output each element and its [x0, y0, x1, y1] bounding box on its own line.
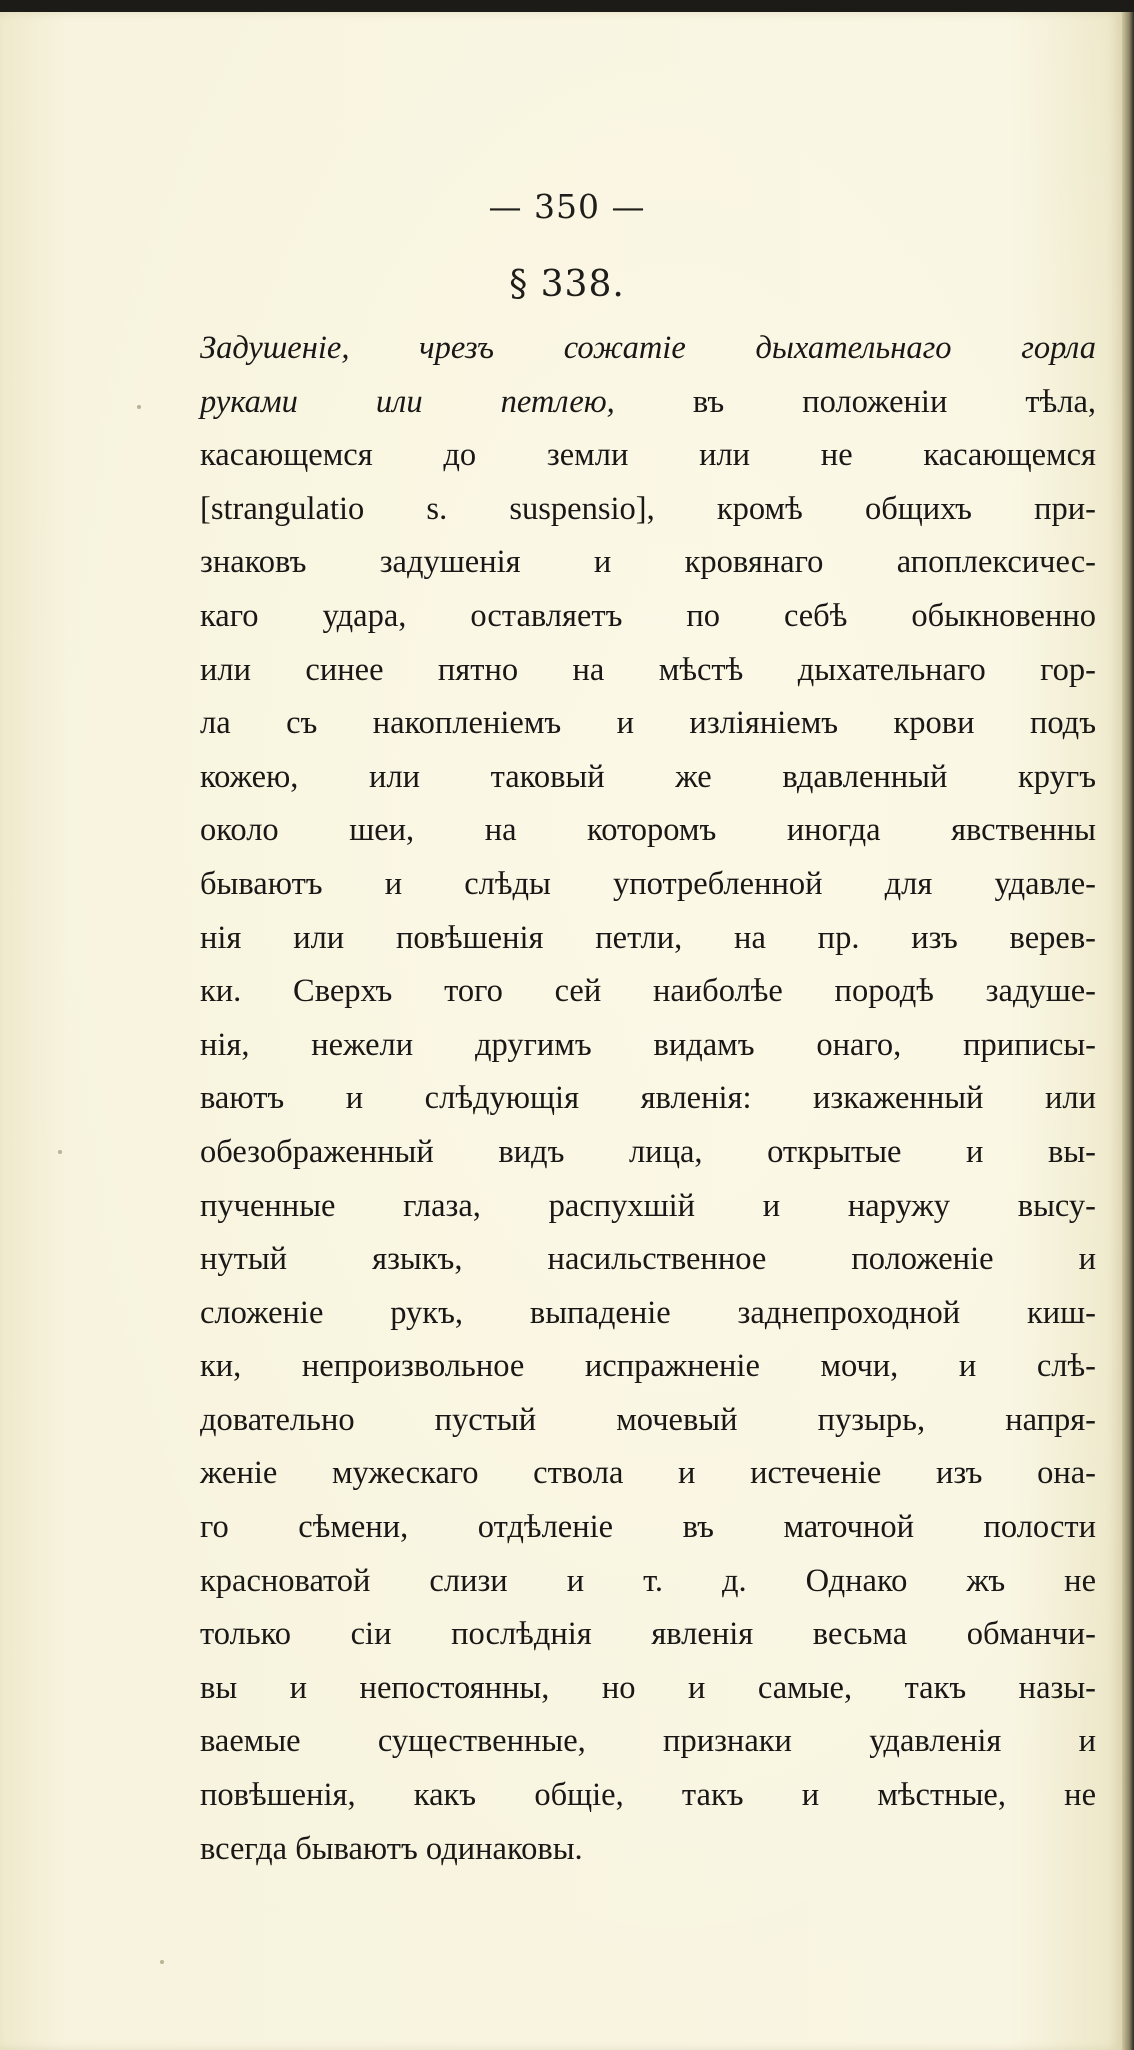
- text-line: го сѣмени, отдѣленіе въ маточной полости: [200, 1509, 1096, 1546]
- text-line: всегда бываютъ одинаковы.: [200, 1830, 583, 1867]
- text-line: ки. Сверхъ того сей наиболѣе породѣ задуше-: [200, 973, 1096, 1010]
- text-line: знаковъ задушенія и кровянаго апоплексичес-: [200, 544, 1096, 581]
- paper-speck: [160, 1960, 164, 1964]
- text-line: только сіи послѣднія явленія весьма обманчи-: [200, 1616, 1096, 1653]
- text-line: красноватой слизи и т. д. Однако жъ не: [200, 1562, 1096, 1599]
- text-line: [200, 376, 1096, 430]
- text-line: ваемые существенные, признаки удавленія и: [200, 1723, 1096, 1760]
- text-line: нутый языкъ, насильственное положеніе и: [200, 1241, 1096, 1278]
- text-line: каго удара, оставляетъ по себѣ обыкновенно: [200, 597, 1096, 634]
- text-line: пученные глаза, распухшій и наружу высу-: [200, 1187, 1096, 1224]
- text-line: вы и непостоянны, но и самые, такъ назы-: [200, 1669, 1096, 1706]
- text-line: кожею, или таковый же вдавленный кругъ: [200, 758, 1096, 795]
- text-line: касающемся до земли или не касающемся: [200, 437, 1096, 474]
- text-line: нія или повѣшенія петли, на пр. изъ верев-: [200, 919, 1096, 956]
- text-line: или синее пятно на мѣстѣ дыхательнаго гор-: [200, 651, 1096, 688]
- italic-phrase: руками или петлею,: [200, 383, 615, 420]
- paper-speck: [58, 1150, 62, 1154]
- text-line: около шеи, на которомъ иногда явственны: [200, 812, 1096, 849]
- text-line: нія, нежели другимъ видамъ онаго, приписы-: [200, 1026, 1096, 1063]
- section-heading: § 338.: [509, 264, 625, 305]
- text-line: ла съ накопленіемъ и изліяніемъ крови подъ: [200, 705, 1096, 742]
- page-number: — 350 —: [488, 187, 646, 226]
- text-line: обезображенный видъ лица, открытые и вы-: [200, 1133, 1096, 1170]
- line-text: въ положеніи тѣла,: [614, 383, 1096, 420]
- text-line: повѣшенія, какъ общіе, такъ и мѣстные, не: [200, 1777, 1096, 1814]
- text-line: бываютъ и слѣды употребленной для удавле-: [200, 865, 1096, 902]
- text-line: довательно пустый мочевый пузырь, напря-: [200, 1401, 1096, 1438]
- italic-phrase: Задушеніе, чрезъ сожатіе дыхательнаго горла: [200, 330, 1096, 366]
- paper-speck: [137, 405, 141, 409]
- text-line: ваютъ и слѣдующія явленія: изкаженный или: [200, 1080, 1096, 1117]
- page-edge: [1122, 12, 1134, 2050]
- text-line: [strangulatio s. suspensio], кромѣ общихъ при-: [200, 490, 1096, 527]
- text-line: ки, непроизвольное испражненіе мочи, и слѣ-: [200, 1348, 1096, 1385]
- text-line: [200, 322, 1096, 376]
- paragraph: [200, 322, 1096, 1876]
- text-line: женіе мужескаго ствола и истеченіе изъ она-: [200, 1455, 1096, 1492]
- text-line: сложеніе рукъ, выпаденіе заднепроходной киш-: [200, 1294, 1096, 1331]
